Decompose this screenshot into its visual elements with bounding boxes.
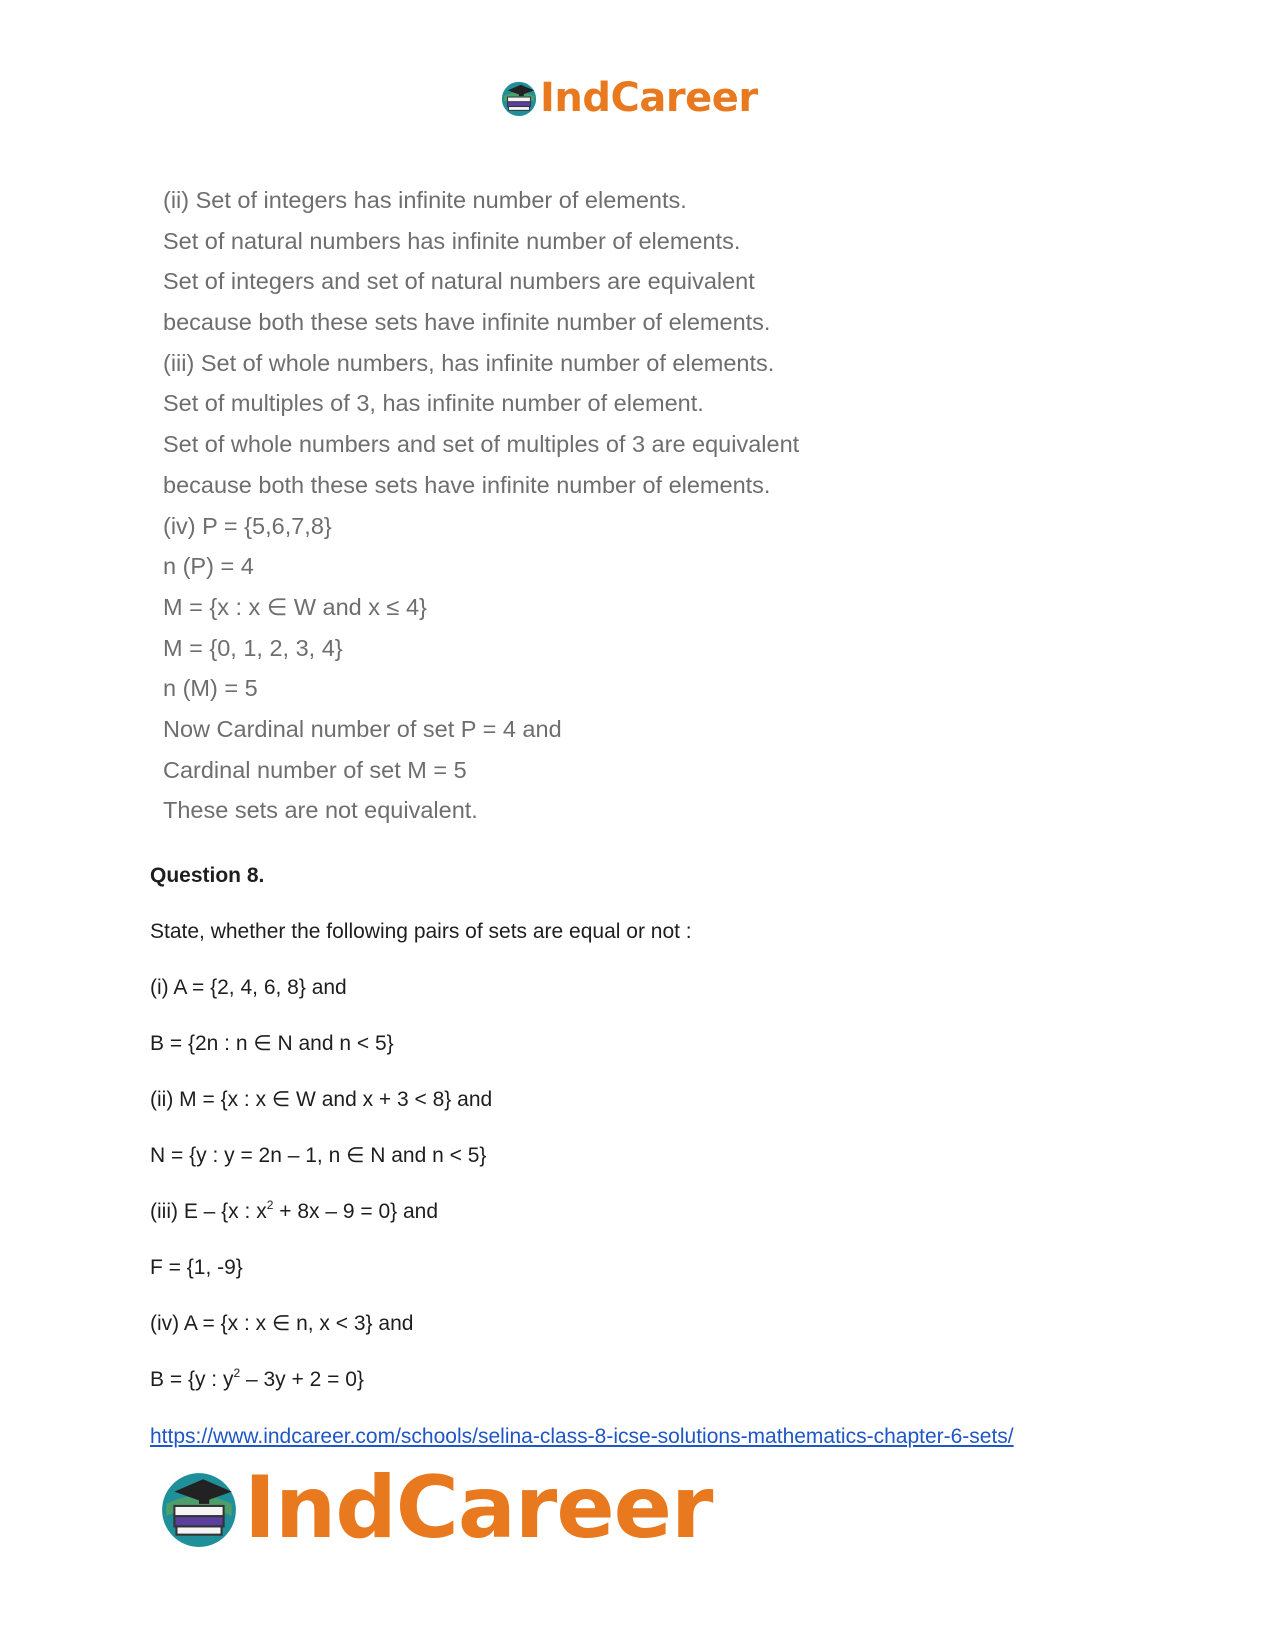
answer-line: n (P) = 4 [163, 553, 254, 580]
equation-text: + 8x – 9 = 0} and [273, 1200, 439, 1223]
question-item [150, 1367, 364, 1392]
question-item: (i) A = {2, 4, 6, 8} and [150, 976, 347, 999]
equation-text: B = {y : y [150, 1368, 234, 1391]
answer-line: because both these sets have infinite number of elements. [163, 309, 771, 336]
answer-line: Cardinal number of set M = 5 [163, 756, 467, 783]
answer-line: (iv) P = {5,6,7,8} [163, 512, 332, 539]
source-url-link[interactable]: https://www.indcareer.com/schools/selina-class-8-icse-solutions-mathematics-chapter-6-sets/ [150, 1425, 1014, 1448]
header-logo [500, 75, 758, 121]
graduation-cap-globe-icon [500, 79, 538, 117]
answer-line: M = {x : x ∈ W and x ≤ 4} [163, 593, 427, 620]
answer-line: n (M) = 5 [163, 675, 258, 702]
exponent: 2 [233, 1366, 241, 1380]
question-item: B = {2n : n ∈ N and n < 5} [150, 1032, 394, 1055]
logo-wordmark: IndCareer [244, 1458, 713, 1558]
question-item: F = {1, -9} [150, 1256, 243, 1279]
scanned-answer [163, 180, 863, 831]
answer-line: M = {0, 1, 2, 3, 4} [163, 634, 343, 661]
equation-text: – 3y + 2 = 0} [240, 1368, 364, 1391]
answer-line: Now Cardinal number of set P = 4 and [163, 715, 562, 742]
question-item: (iv) A = {x : x ∈ n, x < 3} and [150, 1312, 414, 1335]
answer-line: because both these sets have infinite number of elements. [163, 471, 771, 498]
answer-line: Set of natural numbers has infinite number of elements. [163, 227, 741, 254]
answer-line: Set of multiples of 3, has infinite number of element. [163, 390, 704, 417]
equation-text: (iii) E – {x : x [150, 1200, 267, 1223]
exponent: 2 [266, 1198, 274, 1212]
answer-line: Set of integers and set of natural numbers are equivalent [163, 268, 755, 295]
answer-line: (ii) Set of integers has infinite number of elements. [163, 187, 687, 213]
question-prompt: State, whether the following pairs of sets are equal or not : [150, 920, 692, 943]
logo-wordmark: IndCareer [540, 75, 758, 121]
answer-line: (iii) Set of whole numbers, has infinite number of elements. [163, 349, 775, 376]
answer-line: Set of whole numbers and set of multiples of 3 are equivalent [163, 431, 800, 458]
graduation-cap-globe-icon [158, 1467, 240, 1549]
question-item [150, 1199, 438, 1224]
footer-logo [158, 1458, 713, 1558]
answer-line: These sets are not equivalent. [163, 797, 478, 824]
question-item: (ii) M = {x : x ∈ W and x + 3 < 8} and [150, 1088, 493, 1111]
question-title: Question 8. [150, 864, 265, 887]
question-item: N = {y : y = 2n – 1, n ∈ N and n < 5} [150, 1144, 487, 1167]
